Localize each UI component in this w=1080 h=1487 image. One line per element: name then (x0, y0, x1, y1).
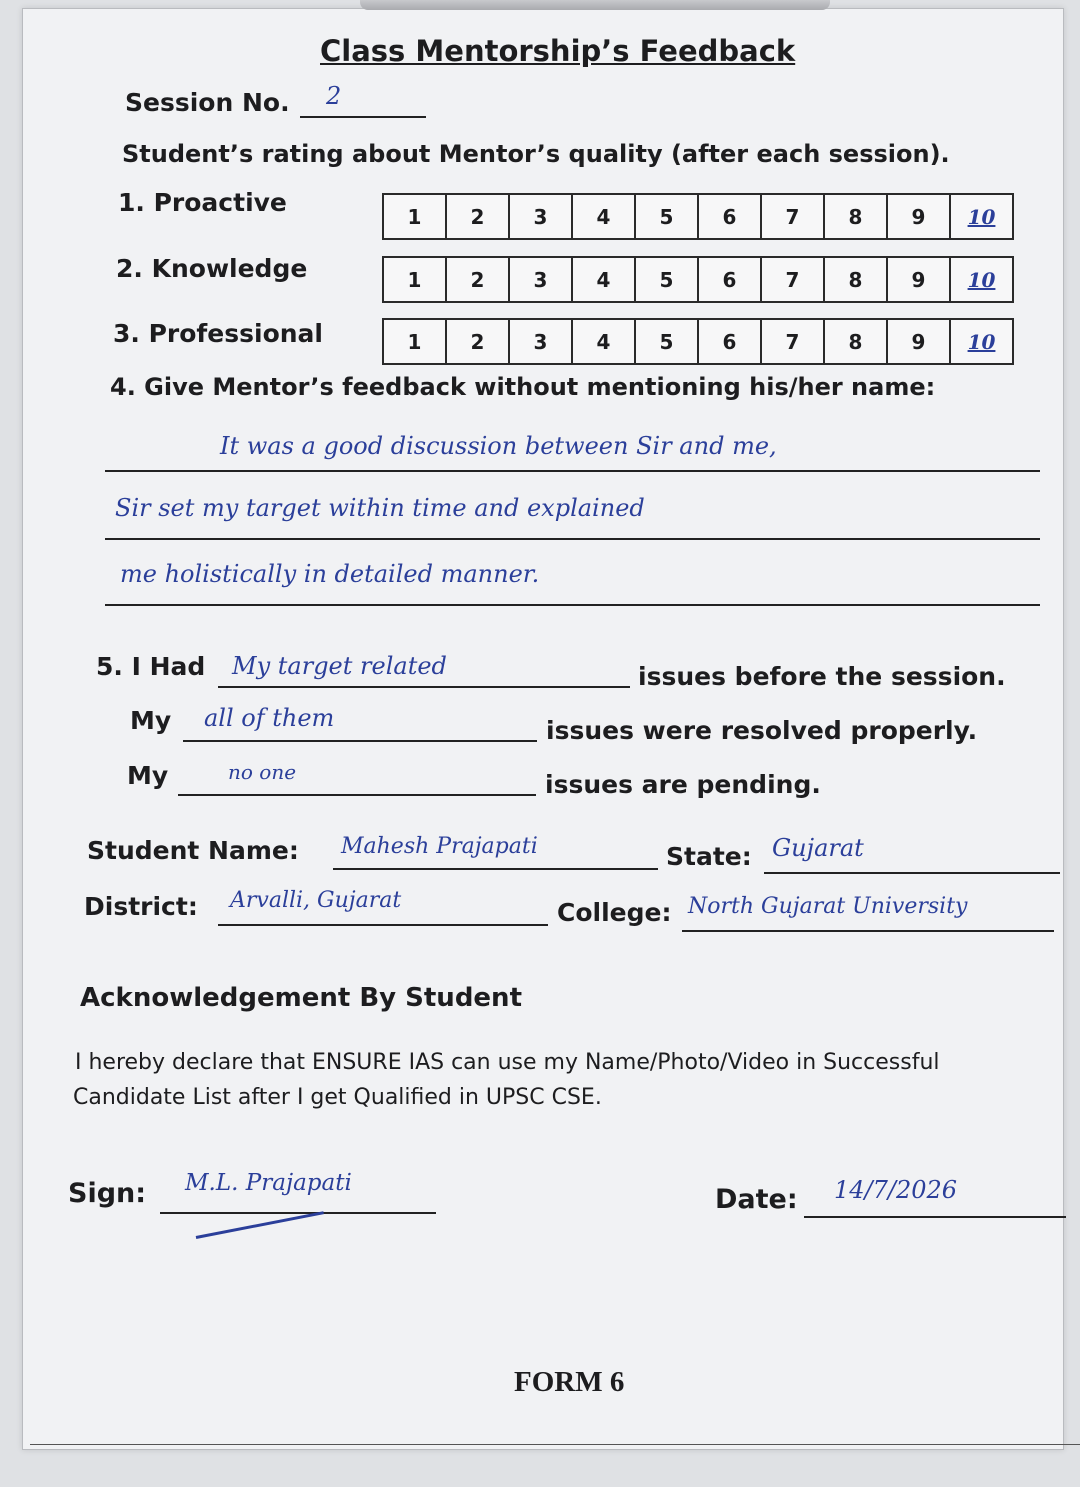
rating-table-professional (382, 318, 1014, 365)
rating-cell[interactable]: 8 (824, 319, 887, 364)
rating-cell[interactable]: 6 (698, 194, 761, 239)
rating-cell[interactable]: 5 (635, 257, 698, 302)
rating-cell[interactable]: 3 (509, 194, 572, 239)
rating-cell-selected[interactable]: 10 (950, 194, 1013, 239)
clipboard-clip (360, 0, 830, 10)
district-label: District: (84, 892, 198, 921)
acknowledgement-line-2: Candidate List after I get Qualified in UPSC CSE. (73, 1085, 602, 1110)
acknowledgement-line-1: I hereby declare that ENSURE IAS can use my Name/Photo/Video in Successful (75, 1050, 940, 1075)
issues-had-suffix: issues before the session. (638, 662, 1006, 691)
rating-cell[interactable]: 7 (761, 257, 824, 302)
state-label: State: (666, 842, 752, 871)
feedback-text-3[interactable]: me holistically in detailed manner. (120, 560, 540, 588)
issues-had-prefix: 5. I Had (96, 652, 206, 681)
date-label: Date: (715, 1184, 798, 1215)
feedback-prompt: 4. Give Mentor’s feedback without mentioning his/her name: (110, 373, 936, 401)
issues-pending-suffix: issues are pending. (545, 770, 821, 799)
rating-cell-selected[interactable]: 10 (950, 319, 1013, 364)
rating-cell[interactable]: 2 (446, 257, 509, 302)
signature[interactable]: M.L. Prajapati (185, 1170, 352, 1196)
rating-cell[interactable]: 4 (572, 257, 635, 302)
rating-cell[interactable]: 2 (446, 194, 509, 239)
state-value[interactable]: Gujarat (772, 834, 864, 862)
issues-resolved-value[interactable]: all of them (204, 704, 335, 732)
rating-cell[interactable]: 7 (761, 319, 824, 364)
rating-intro: Student’s rating about Mentor’s quality (after each session). (122, 140, 950, 168)
rating-cell[interactable]: 9 (887, 319, 950, 364)
criterion-proactive: 1. Proactive (118, 188, 287, 217)
student-name-label: Student Name: (87, 836, 299, 865)
session-line (300, 86, 426, 118)
college-value[interactable]: North Gujarat University (688, 894, 968, 919)
issues-had-value[interactable]: My target related (232, 652, 447, 680)
rating-cell[interactable]: 4 (572, 319, 635, 364)
rating-cell[interactable]: 1 (383, 194, 446, 239)
rating-cell[interactable]: 6 (698, 257, 761, 302)
date-value[interactable]: 14/7/2026 (834, 1176, 958, 1204)
rating-cell[interactable]: 2 (446, 319, 509, 364)
rating-cell-selected[interactable]: 10 (950, 257, 1013, 302)
rating-table-proactive (382, 193, 1014, 240)
rating-cell[interactable]: 7 (761, 194, 824, 239)
rating-cell[interactable]: 3 (509, 319, 572, 364)
rating-cell[interactable]: 4 (572, 194, 635, 239)
student-name-value[interactable]: Mahesh Prajapati (341, 834, 538, 859)
feedback-text-2[interactable]: Sir set my target within time and explained (115, 494, 645, 522)
rating-cell[interactable]: 1 (383, 257, 446, 302)
session-label: Session No. (125, 88, 290, 117)
rating-cell[interactable]: 9 (887, 194, 950, 239)
rating-cell[interactable]: 9 (887, 257, 950, 302)
rating-cell[interactable]: 8 (824, 257, 887, 302)
issues-pending-value[interactable]: no one (228, 760, 297, 784)
feedback-text-1[interactable]: It was a good discussion between Sir and me, (220, 432, 777, 460)
form-number: FORM 6 (514, 1366, 625, 1398)
session-value[interactable]: 2 (326, 82, 342, 110)
issues-pending-prefix: My (127, 761, 169, 790)
rating-cell[interactable]: 3 (509, 257, 572, 302)
rating-cell[interactable]: 5 (635, 194, 698, 239)
rating-cell[interactable]: 8 (824, 194, 887, 239)
issues-resolved-suffix: issues were resolved properly. (546, 716, 978, 745)
footer-rule (30, 1420, 1080, 1445)
issues-resolved-prefix: My (130, 706, 172, 735)
college-label: College: (557, 898, 672, 927)
district-value[interactable]: Arvalli, Gujarat (230, 888, 402, 913)
sign-label: Sign: (68, 1178, 147, 1209)
rating-cell[interactable]: 1 (383, 319, 446, 364)
criterion-knowledge: 2. Knowledge (116, 254, 308, 283)
criterion-professional: 3. Professional (113, 319, 323, 348)
rating-cell[interactable]: 6 (698, 319, 761, 364)
rating-table-knowledge (382, 256, 1014, 303)
rating-cell[interactable]: 5 (635, 319, 698, 364)
form-title: Class Mentorship’s Feedback (320, 34, 796, 68)
acknowledgement-heading: Acknowledgement By Student (80, 983, 522, 1013)
